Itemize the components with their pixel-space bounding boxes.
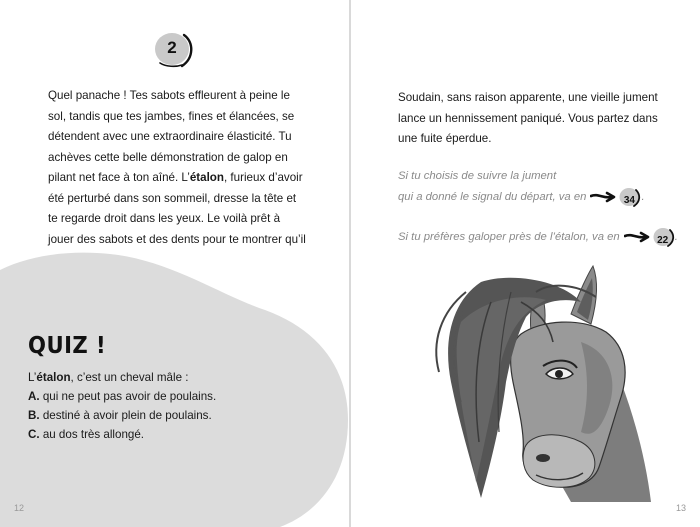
arrow-right-icon [624, 231, 650, 243]
quiz-option-a[interactable]: A. qui ne peut pas avoir de poulains. [28, 390, 217, 403]
horse-illustration [421, 262, 651, 502]
page-number-right: 13 [675, 503, 686, 513]
choice-follow-mare[interactable]: Si tu choisis de suivre la jument qui a donné le signal du départ, va en 34 . [398, 170, 645, 207]
page-number-left: 12 [14, 503, 25, 513]
choice-gallop-stallion[interactable]: Si tu préfères galoper près de l’étalon, va en 22 . [398, 227, 698, 248]
quiz-option-c[interactable]: C. au dos très allongé. [28, 428, 145, 441]
quiz-option-b[interactable]: B. destiné à avoir plein de poulains. [28, 409, 212, 422]
chapter-badge [154, 30, 194, 68]
quiz-options [28, 387, 216, 444]
story-text-right: Soudain, sans raison apparente, une vieille jument lance un hennissement paniqué. Vous partez dans une fuite éperdue. [398, 91, 658, 145]
quiz-question: L’étalon, c’est un cheval mâle : [28, 371, 189, 384]
goto-34-badge[interactable]: 34 [619, 187, 641, 207]
right-page [351, 0, 700, 527]
story-text-left: Quel panache ! Tes sabots effleurent à peine le sol, tandis que tes jambes, fines et élancées, se détendent avec une extraordinaire élasticité. Tu achèves cette belle démonstration de galop en pilant net face à ton aîné. L’étalon, furieux d’avoir été perturbé dans son sommeil, dresse la tête et te regarde droit dans les yeux. Le voilà prêt à jouer des sabots et des dents pour te montrer qu’il [48, 89, 306, 246]
arrow-right-icon [590, 191, 616, 203]
quiz-title: QUIZ ! [28, 333, 107, 359]
chapter-number: 2 [167, 38, 177, 57]
keyword-etalon: étalon [189, 171, 224, 184]
goto-22-badge[interactable]: 22 [653, 227, 675, 247]
